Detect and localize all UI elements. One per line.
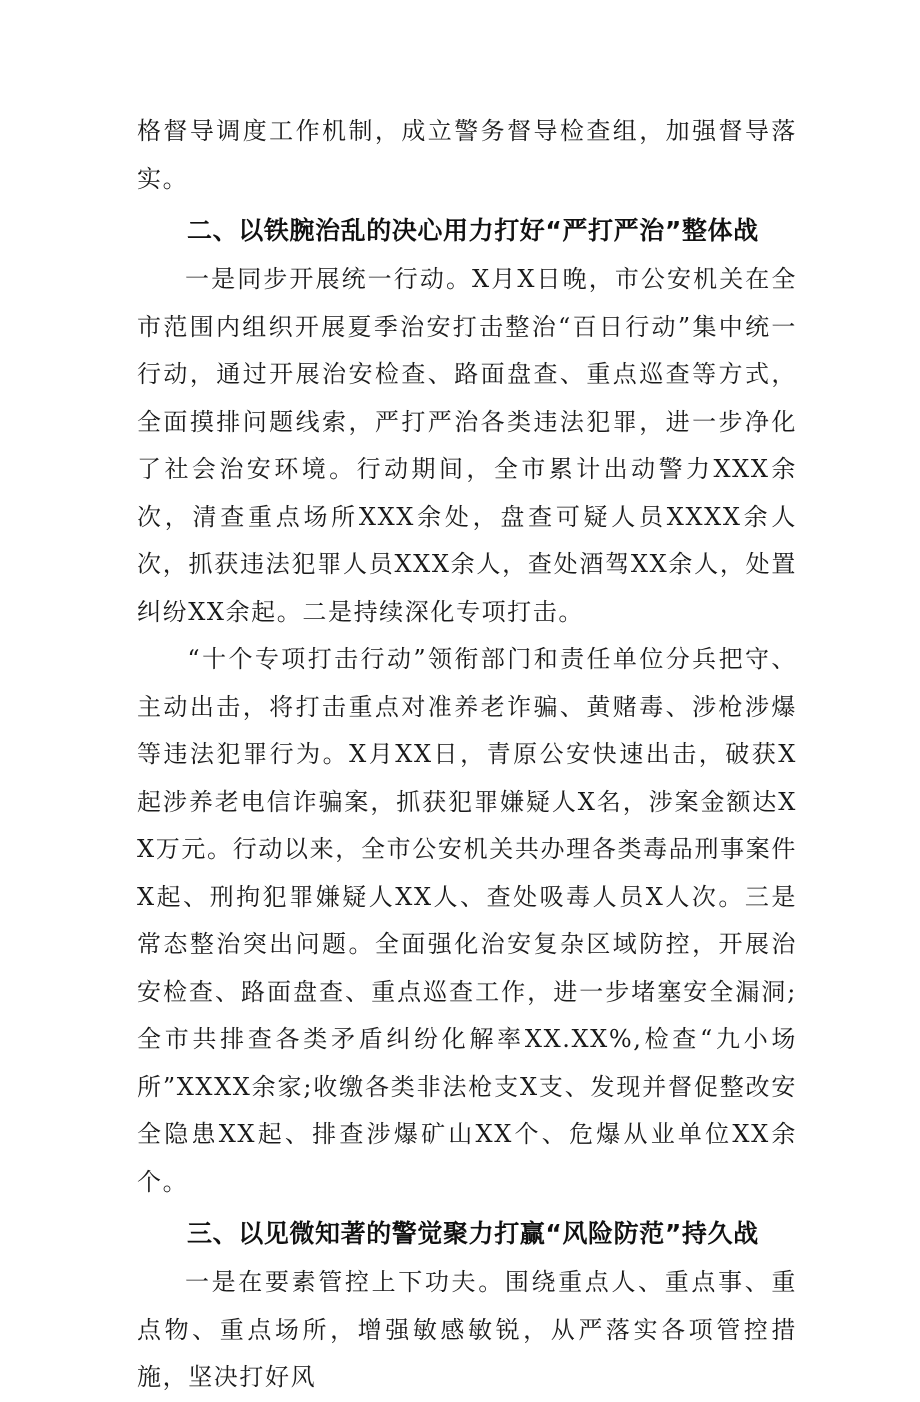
paragraph-unified-action: 一是同步开展统一行动。X月X日晚，市公安机关在全市范围内组织开展夏季治安打击整治“百日行动”集中统一行动，通过开展治安检查、路面盘查、重点巡查等方式，全面摸排问题线索，严打严治各类违法犯罪，进一步净化了社会治安环境。行动期间，全市累计出动警力XXX余次，清查重点场所XXX余处，盘查可疑人员XXXX余人次，抓获违法犯罪人员XXX余人，查处酒驾XX余人，处置纠纷XX余起。二是持续深化专项打击。: [137, 265, 797, 626]
paragraph-element-control: 一是在要素管控上下功夫。围绕重点人、重点事、重点物、重点场所，增强敏感敏锐，从严落实各项管控措施，坚决打好风: [137, 1268, 797, 1391]
section-heading-2: 二、以铁腕治乱的决心用力打好“严打严治”整体战: [187, 216, 759, 245]
document-body: [137, 108, 797, 1402]
paragraph-special-crackdown: “十个专项打击行动”领衔部门和责任单位分兵把守、主动出击，将打击重点对准养老诈骗、黄赌毒、涉枪涉爆等违法犯罪行为。X月XX日，青原公安快速出击，破获X起涉养老电信诈骗案，抓获犯罪嫌疑人X名，涉案金额达XX万元。行动以来，全市公安机关共办理各类毒品刑事案件X起、刑拘犯罪嫌疑人XX人、查处吸毒人员X人次。三是常态整治突出问题。全面强化治安复杂区域防控，开展治安检查、路面盘查、重点巡查工作，进一步堵塞安全漏洞;全市共排查各类矛盾纠纷化解率XX.XX%,检查“九小场所”XXXX余家;收缴各类非法枪支X支、发现并督促整改安全隐患XX起、排查涉爆矿山XX个、危爆从业单位XX余个。: [137, 645, 797, 1196]
paragraph-continuation: 格督导调度工作机制，成立警务督导检查组，加强督导落实。: [137, 117, 797, 193]
section-heading-3: 三、以见微知著的警觉聚力打赢“风险防范”持久战: [187, 1219, 759, 1248]
